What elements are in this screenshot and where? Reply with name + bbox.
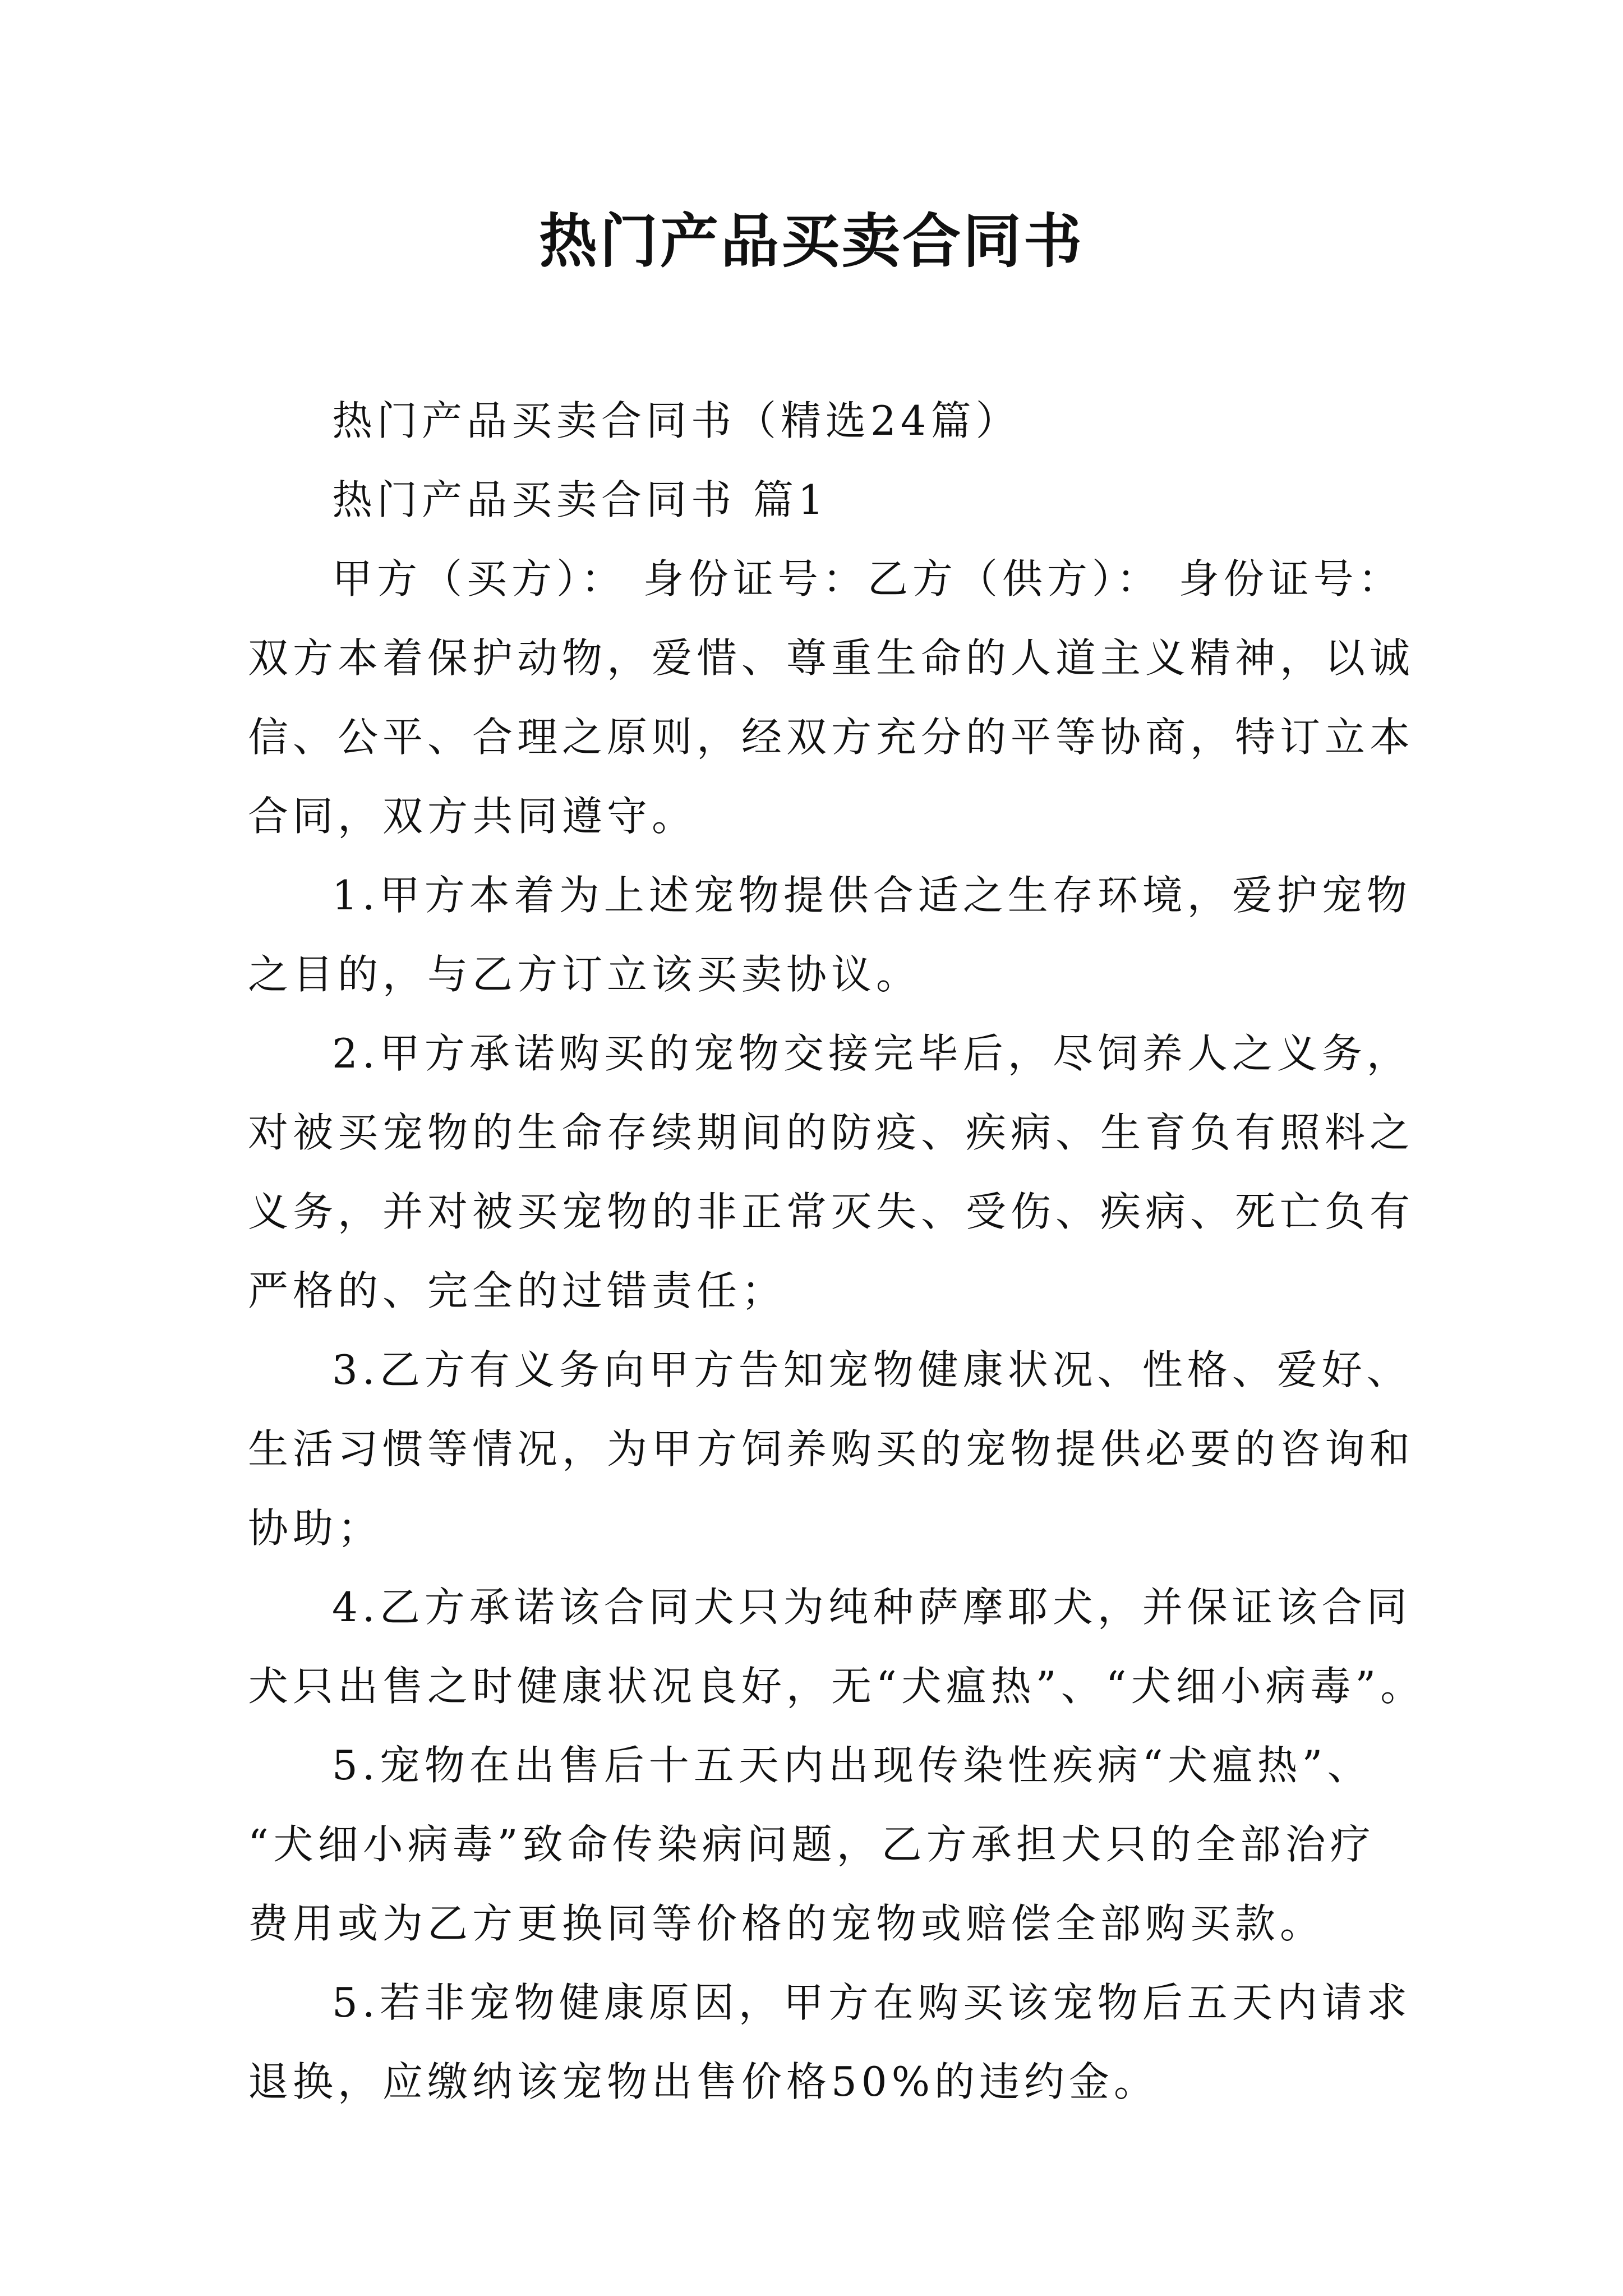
paragraph-line: 生活习惯等情况，为甲方饲养购买的宠物提供必要的咨询和 — [248, 1425, 1415, 1473]
paragraph-line: “犬细小病毒”致命传染病问题，乙方承担犬只的全部治疗 — [248, 1821, 1375, 1868]
paragraph-line: 费用或为乙方更换同等价格的宠物或赔偿全部购买款。 — [248, 1900, 1325, 1947]
paragraph-line: 4.乙方承诺该合同犬只为纯种萨摩耶犬，并保证该合同 — [332, 1584, 1412, 1631]
paragraph-line: 犬只出售之时健康状况良好，无“犬瘟热”、“犬细小病毒”。 — [248, 1663, 1426, 1710]
subtitle-line: 热门产品买卖合同书（精选24篇） — [332, 397, 1021, 444]
paragraph-line: 双方本着保护动物，爱惜、尊重生命的人道主义精神，以诚 — [248, 634, 1415, 682]
section-heading: 热门产品买卖合同书 篇1 — [332, 476, 828, 523]
document-body — [248, 381, 1426, 2122]
paragraph-line: 严格的、完全的过错责任； — [248, 1267, 787, 1314]
paragraph-line: 退换，应缴纳该宠物出售价格50%的违约金。 — [248, 2058, 1159, 2105]
paragraph-line: 协助； — [248, 1504, 383, 1552]
paragraph-line: 义务，并对被买宠物的非正常灭失、受伤、疾病、死亡负有 — [248, 1188, 1415, 1235]
paragraph-line: 1.甲方本着为上述宠物提供合适之生存环境，爱护宠物 — [332, 872, 1412, 919]
paragraph-line: 3.乙方有义务向甲方告知宠物健康状况、性格、爱好、 — [332, 1346, 1412, 1393]
document-title: 热门产品买卖合同书 — [538, 206, 1084, 275]
paragraph-line: 信、公平、合理之原则，经双方充分的平等协商，特订立本 — [248, 714, 1415, 761]
paragraph-line: 5.若非宠物健康原因，甲方在购买该宠物后五天内请求 — [332, 1979, 1412, 2026]
paragraph-line: 2.甲方承诺购买的宠物交接完毕后，尽饲养人之义务， — [332, 1030, 1412, 1077]
paragraph-line: 甲方（买方）： 身份证号：乙方（供方）： 身份证号： — [332, 555, 1403, 602]
paragraph-line: 对被买宠物的生命存续期间的防疫、疾病、生育负有照料之 — [248, 1109, 1415, 1156]
paragraph-line: 合同，双方共同遵守。 — [248, 793, 697, 840]
paragraph-line: 之目的，与乙方订立该买卖协议。 — [248, 951, 921, 998]
paragraph-line: 5.宠物在出售后十五天内出现传染性疾病“犬瘟热”、 — [332, 1742, 1372, 1789]
